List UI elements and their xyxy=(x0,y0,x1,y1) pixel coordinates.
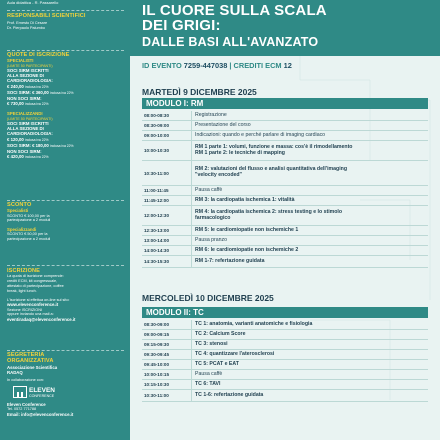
sconto-text: SCONTO € 50,00 per la xyxy=(7,232,48,237)
schedule-row xyxy=(142,320,428,330)
collab-label: In collaborazione con: xyxy=(7,378,44,383)
schedule-activity: Pausa caffè xyxy=(195,186,223,193)
iscrizione-text: crediti ECM, kit congressuale, xyxy=(7,279,58,284)
schedule-row xyxy=(142,380,428,390)
schedule-row xyxy=(142,370,428,380)
quote-line: SOCI SIRM ISCRITTI xyxy=(7,68,49,74)
schedule-activity: TC 5: PCAT e EAT xyxy=(195,360,239,367)
schedule-row xyxy=(142,131,428,141)
schedule-row xyxy=(142,350,428,360)
schedule-activity: RM 2: valutazioni del flusso e analisi quantitativa dell'imaging "velocity encoded" xyxy=(195,166,347,178)
sconto-specializzandi: Specializzandi xyxy=(7,227,37,233)
schedule-activity: RM 1-7: refertazione guidata xyxy=(195,257,265,264)
responsabili-section xyxy=(7,13,124,31)
schedule-activity: TC 3: stenosi xyxy=(195,340,228,347)
specialisti-label: SPECIALISTI xyxy=(7,58,34,64)
schedule-time: 11:00-11:45 xyxy=(142,186,192,195)
price: € 420,00 inclusa iva 22% xyxy=(7,154,49,160)
module-header: MODULO II: TC xyxy=(142,307,428,318)
schedule-row xyxy=(142,246,428,256)
schedule-row xyxy=(142,390,428,402)
page-title: DEI GRIGI: xyxy=(142,17,221,34)
schedule-time: 12:30-13:00 xyxy=(142,226,192,235)
company-email[interactable]: Email: info@elevenconference.it xyxy=(7,412,74,418)
schedule-time: 08:30-09:00 xyxy=(142,121,192,130)
price: € 120,00 inclusa iva 22% xyxy=(7,136,49,142)
divider xyxy=(7,350,124,351)
logo-wordmark: ELEVEN xyxy=(29,386,56,394)
iscrizione-text: attestato di partecipazione, coffee xyxy=(7,284,64,288)
quote-line: ALLA SEZIONE DI xyxy=(7,126,44,132)
schedule-time: 10:30-11:00 xyxy=(142,161,192,185)
specializzandi-label: SPECIALIZZANDI xyxy=(7,111,43,117)
schedule-time: 08:00-08:30 xyxy=(142,111,192,120)
quote-section xyxy=(7,52,124,160)
page-title: IL CUORE SULLA SCALA xyxy=(142,2,327,19)
schedule-activity: TC 6: TAVI xyxy=(195,380,221,387)
schedule-activity: Presentazione del corso xyxy=(195,121,251,128)
schedule-activity: Registrazione xyxy=(195,111,227,118)
price: € 730,00 inclusa iva 22% xyxy=(7,101,49,107)
schedule-activity: RM 1 parte 1: volumi, funzione e massa: cos'è il rimodellamento RM 1 parte 2: le tecniche di mapping xyxy=(195,143,353,156)
schedule-time: 09:30-09:45 xyxy=(142,350,192,359)
schedule-time: 10:00-10:30 xyxy=(142,141,192,160)
quote-line: NON SOCI SIRM: xyxy=(7,96,42,102)
quote-line: CARDIORADIOLOGIA: xyxy=(7,131,53,137)
responsabile-name: Dr. Pierpaolo Palumbo xyxy=(7,26,45,31)
schedule-time: 10:30-11:00 xyxy=(142,390,192,401)
day-title: MARTEDÌ 9 DICEMBRE 2025 xyxy=(142,87,257,97)
iscrizione-text: oppure inviando una mail a: xyxy=(7,312,54,317)
sconto-section xyxy=(7,202,124,242)
divider xyxy=(7,50,124,51)
divider xyxy=(7,10,124,11)
schedule-activity: RM 3: la cardiopatia ischemica 1: vitalità xyxy=(195,196,295,203)
module-header: MODULO I: RM xyxy=(142,98,428,109)
schedule-row xyxy=(142,330,428,340)
price: SOCI SIRM: € 180,00 inclusa iva 22% xyxy=(7,142,74,148)
schedule-activity: TC 1: anatomia, varianti anatomiche e fisiologia xyxy=(195,320,313,327)
sidebar xyxy=(0,0,130,440)
quote-line: CARDIORADIOLOGIA: xyxy=(7,78,53,84)
schedule-row xyxy=(142,111,428,121)
schedule-row xyxy=(142,141,428,161)
price: € 240,00 inclusa iva 22% xyxy=(7,83,49,89)
schedule-activity: TC 4: quantizzare l'aterosclerosi xyxy=(195,350,275,357)
logo-wordmark: CONFERENCE xyxy=(29,393,55,398)
iscrizione-text: Sezione ISCRIZIONI xyxy=(7,307,43,312)
email-link[interactable]: eventiradaq@elevenconference.it xyxy=(7,317,76,323)
schedule-row xyxy=(142,186,428,196)
company-tel: Tel. 0572 771788 xyxy=(7,407,37,412)
eleven-logo-icon xyxy=(13,386,27,398)
iscrizione-text: L'iscrizione si effettua on-line sul sito: xyxy=(7,297,70,302)
segreteria-heading: SEGRETERIA ORGANIZZATIVA xyxy=(7,352,54,365)
schedule-activity: Pausa pranzo xyxy=(195,236,228,243)
iscrizione-heading: ISCRIZIONE xyxy=(7,268,41,274)
schedule-activity: RM 4: la cardiopatia ischemica 2: stress testing e lo stimolo farmacologico xyxy=(195,208,343,221)
responsabile-name: Prof. Ernesto Di Cesare xyxy=(7,21,48,26)
specializzandi-limit: (LIMITE 50 PARTECIPANTI) xyxy=(7,116,53,121)
schedule-activity: TC 2: Calcium Score xyxy=(195,330,246,337)
segreteria-section xyxy=(7,352,124,417)
schedule-time: 08:30-09:00 xyxy=(142,320,192,329)
iscrizione-text: break, light lunch. xyxy=(7,288,37,293)
schedule-activity: RM 6: le cardiomiopatie non ischemiche 2 xyxy=(195,246,299,253)
schedule-row xyxy=(142,236,428,246)
main-content xyxy=(130,0,440,440)
segreteria-name: RADAQ xyxy=(7,370,23,376)
segreteria-name: Associazione Scientifica xyxy=(7,364,58,370)
page-subtitle: DALLE BASI ALL'AVANZATO xyxy=(142,35,319,49)
company-name: Eleven Conference xyxy=(7,402,46,408)
day-title: MERCOLEDÌ 10 DICEMBRE 2025 xyxy=(142,293,274,303)
divider xyxy=(7,265,124,266)
schedule-time: 11:45-12:00 xyxy=(142,196,192,205)
schedule-row xyxy=(142,206,428,226)
schedule-row xyxy=(142,161,428,186)
sconto-text: SCONTO € 100,00 per la xyxy=(7,213,50,218)
schedule-time: 09:15-09:30 xyxy=(142,340,192,349)
schedule-time: 12:00-12:30 xyxy=(142,206,192,225)
schedule-activity: Pausa caffè xyxy=(195,370,223,377)
specialisti-limit: (LIMITE 50 PARTECIPANTI) xyxy=(7,63,53,68)
sconto-specialisti: Specialisti xyxy=(7,208,29,214)
schedule-time: 10:15-10:30 xyxy=(142,380,192,389)
schedule-activity: TC 1-6: refertazione guidata xyxy=(195,391,264,398)
quote-line: NON SOCI SIRM: xyxy=(7,149,42,155)
event-info: ID EVENTO 7259-447038 | CREDITI ECM 12 xyxy=(142,61,292,70)
schedule-row xyxy=(142,256,428,268)
quote-line: SOCI SIRM ISCRITTI xyxy=(7,121,49,127)
schedule-activity: RM 5: le cardiomiopatie non ischemiche 1 xyxy=(195,226,299,233)
website-link[interactable]: www.elevenconference.it xyxy=(7,302,59,308)
eleven-logo xyxy=(13,386,124,398)
schedule-time: 09:00-10:00 xyxy=(142,131,192,140)
divider xyxy=(7,200,124,201)
iscrizione-text: La quota di iscrizione comprende: xyxy=(7,274,64,279)
responsabili-heading: RESPONSABILI SCIENTIFICI xyxy=(7,13,86,19)
price: SOCI SIRM: € 360,00 inclusa iva 22% xyxy=(7,89,74,95)
schedule-row xyxy=(142,226,428,236)
schedule-time: 14:30-15:30 xyxy=(142,256,192,267)
venue-text: Aula didattica - R. Passarello xyxy=(7,0,59,5)
schedule-time: 09:00-09:15 xyxy=(142,330,192,339)
schedule-time: 10:00-10:15 xyxy=(142,370,192,379)
sconto-text: partecipazione a 2 moduli xyxy=(7,237,51,242)
quote-heading: QUOTE DI ISCRIZIONE xyxy=(7,52,70,58)
schedule-time: 13:00-14:00 xyxy=(142,236,192,245)
schedule-row xyxy=(142,360,428,370)
schedule-activity: Indicazioni: quando e perché parlare di imaging cardiaco xyxy=(195,131,326,138)
schedule-time: 14:00-14:30 xyxy=(142,246,192,255)
schedule-row xyxy=(142,196,428,206)
schedule-row xyxy=(142,340,428,350)
iscrizione-section xyxy=(7,268,124,322)
quote-line: ALLA SEZIONE DI xyxy=(7,73,44,79)
schedule-row xyxy=(142,121,428,131)
sconto-heading: SCONTO xyxy=(7,202,32,208)
sconto-text: partecipazione a 2 moduli xyxy=(7,218,51,223)
schedule-time: 09:45-10:00 xyxy=(142,360,192,369)
